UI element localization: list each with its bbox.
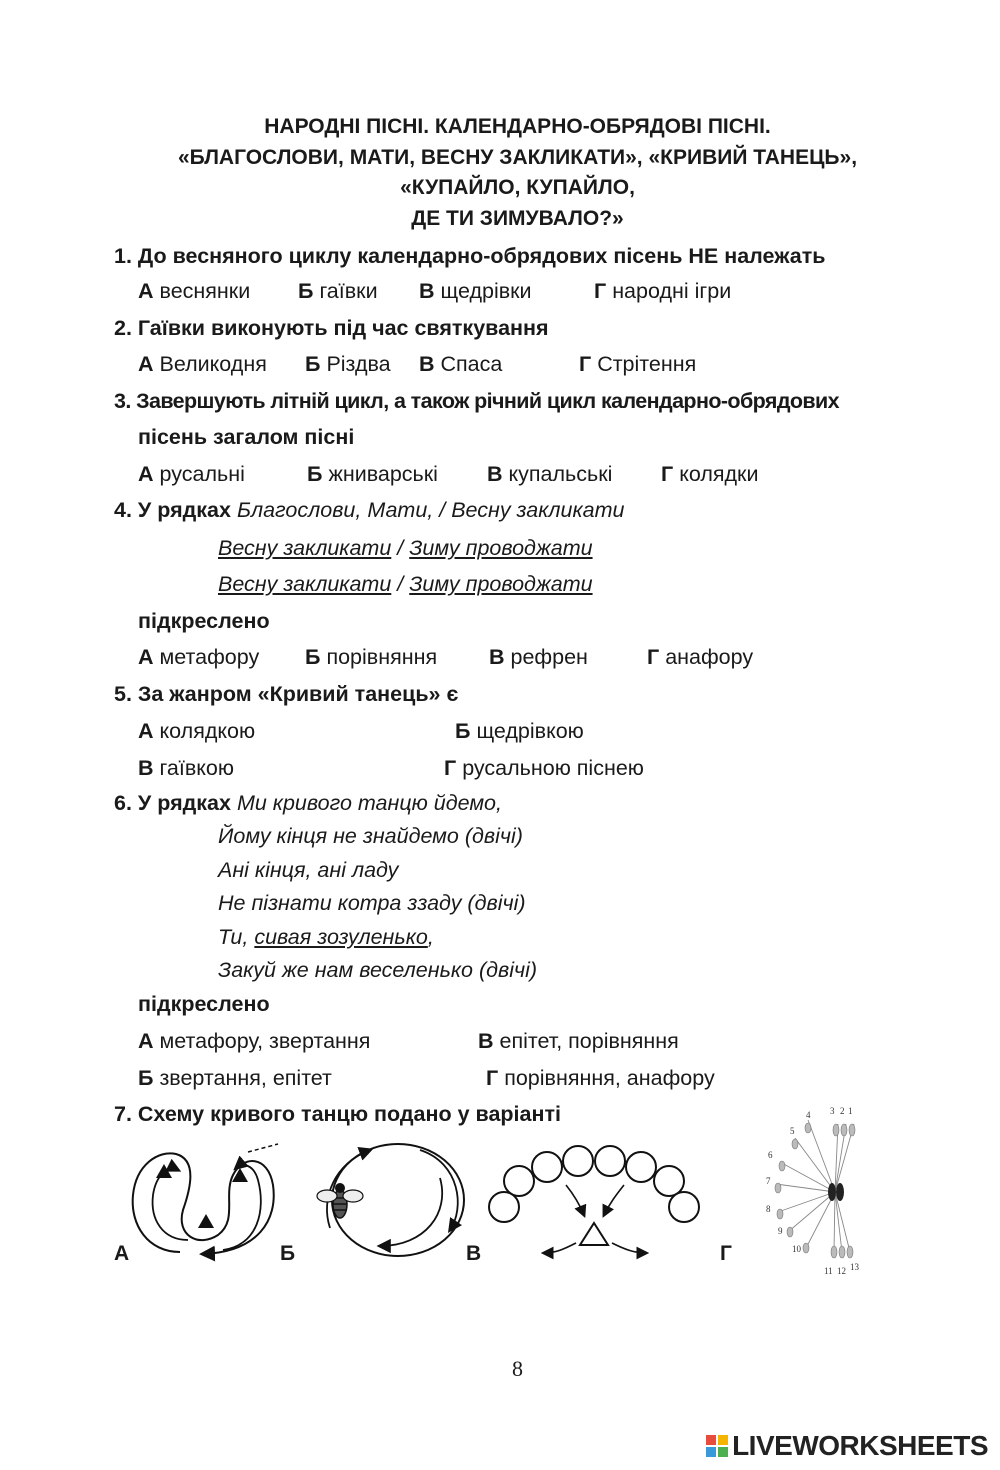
footstep-label-4: 4 <box>806 1110 811 1120</box>
q1-option-b[interactable]: Б гаївки <box>298 279 378 303</box>
dance-scheme-c[interactable] <box>484 1145 714 1265</box>
q5-option-b[interactable]: Б щедрівкою <box>455 719 584 743</box>
q3-option-c[interactable]: В купальські <box>487 462 613 486</box>
dance-scheme-b[interactable] <box>310 1138 470 1263</box>
q2-option-d[interactable]: Г Стрітення <box>579 352 697 376</box>
q3-option-b[interactable]: Б жниварські <box>307 462 438 486</box>
q4-underlined-label: підкреслено <box>138 609 270 633</box>
question-4: 4. У рядках Благослови, Мати, / Весну закликати <box>114 498 625 522</box>
footstep-label-11: 11 <box>824 1266 833 1276</box>
question-3: 3. Завершують літній цикл, а також річний цикл календарно-обрядових <box>114 389 840 413</box>
question-3-cont: пісень загалом пісні <box>138 425 355 449</box>
title-line-1: НАРОДНІ ПІСНІ. КАЛЕНДАРНО-ОБРЯДОВІ ПІСНІ. <box>264 115 771 138</box>
question-6: 6. У рядках Ми кривого танцю йдемо, <box>114 791 502 815</box>
title-line-2: «БЛАГОСЛОВИ, МАТИ, ВЕСНУ ЗАКЛИКАТИ», «КРИВИЙ ТАНЕЦЬ», <box>177 145 858 169</box>
q7-option-c[interactable]: В <box>466 1242 482 1265</box>
title-line-4: ДЕ ТИ ЗИМУВАЛО?» <box>411 206 624 230</box>
q3-option-d[interactable]: Г колядки <box>661 462 759 486</box>
liveworksheets-logo[interactable] <box>706 1430 988 1462</box>
footstep-label-6: 6 <box>768 1150 773 1160</box>
q6-option-a[interactable]: А метафору, звертання <box>138 1029 371 1053</box>
dance-scheme-d[interactable] <box>760 1102 870 1282</box>
q1-option-a[interactable]: А веснянки <box>138 279 251 303</box>
q6-verse-line-5: Ти, сивая зозуленько, <box>218 925 434 949</box>
title-line-3: «КУПАЙЛО, КУПАЙЛО, <box>400 176 635 199</box>
q1-option-c[interactable]: В щедрівки <box>419 279 532 303</box>
q4-quote-line-3: Весну закликати / Зиму проводжати <box>218 572 593 596</box>
question-7: 7. Схему кривого танцю подано у варіанті <box>114 1102 561 1126</box>
dance-scheme-a[interactable] <box>128 1140 283 1265</box>
footstep-label-12: 12 <box>837 1266 846 1276</box>
question-5: 5. За жанром «Кривий танець» є <box>114 682 459 706</box>
footstep-label-5: 5 <box>790 1126 795 1136</box>
q4-quote-line-2: Весну закликати / Зиму проводжати <box>218 536 593 560</box>
q2-option-c[interactable]: В Спаса <box>419 352 503 376</box>
footstep-label-3: 3 <box>830 1106 835 1116</box>
q6-option-b[interactable]: Б звертання, епітет <box>138 1066 332 1090</box>
q1-option-d[interactable]: Г народні ігри <box>594 279 732 303</box>
q5-option-c[interactable]: В гаївкою <box>138 756 234 780</box>
footstep-label-9: 9 <box>778 1226 783 1236</box>
page-title <box>0 112 1000 234</box>
footstep-label-10: 10 <box>792 1244 801 1254</box>
page-number: 8 <box>512 1356 523 1381</box>
footstep-label-13: 13 <box>850 1262 859 1272</box>
footstep-label-8: 8 <box>766 1204 771 1214</box>
q3-option-a[interactable]: А русальні <box>138 462 245 486</box>
q6-underlined-label: підкреслено <box>138 992 270 1016</box>
q5-option-a[interactable]: А колядкою <box>138 719 256 743</box>
q4-option-a[interactable]: А метафору <box>138 645 260 669</box>
q6-option-d[interactable]: Г порівняння, анафору <box>486 1066 715 1090</box>
q6-verse-line-6: Закуй же нам веселенько (двічі) <box>218 958 538 982</box>
footstep-label-7: 7 <box>766 1176 771 1186</box>
q6-verse-line-2: Йому кінця не знайдемо (двічі) <box>218 824 523 848</box>
q4-option-c[interactable]: В рефрен <box>489 645 588 669</box>
q2-option-a[interactable]: А Великодня <box>138 352 267 376</box>
q7-option-d[interactable]: Г <box>720 1242 732 1265</box>
q5-option-d[interactable]: Г русальною піснею <box>444 756 644 780</box>
q4-option-d[interactable]: Г анафору <box>647 645 754 669</box>
logo-text: LIVEWORKSHEETS <box>732 1430 988 1461</box>
q6-option-c[interactable]: В епітет, порівняння <box>478 1029 679 1053</box>
q7-option-a[interactable]: А <box>114 1242 130 1265</box>
footstep-label-2: 2 <box>840 1106 845 1116</box>
logo-mark-icon <box>706 1435 728 1457</box>
q6-verse-line-4: Не пізнати котра ззаду (двічі) <box>218 891 526 915</box>
q4-option-b[interactable]: Б порівняння <box>305 645 438 669</box>
q2-option-b[interactable]: Б Різдва <box>305 352 391 376</box>
footstep-label-1: 1 <box>848 1106 853 1116</box>
question-2: 2. Гаївки виконують під час святкування <box>114 316 549 340</box>
question-1: 1. До весняного циклу календарно-обрядових пісень НЕ належать <box>114 244 826 268</box>
q6-verse-line-3: Ані кінця, ані ладу <box>218 858 399 882</box>
q7-option-b[interactable]: Б <box>280 1242 296 1265</box>
